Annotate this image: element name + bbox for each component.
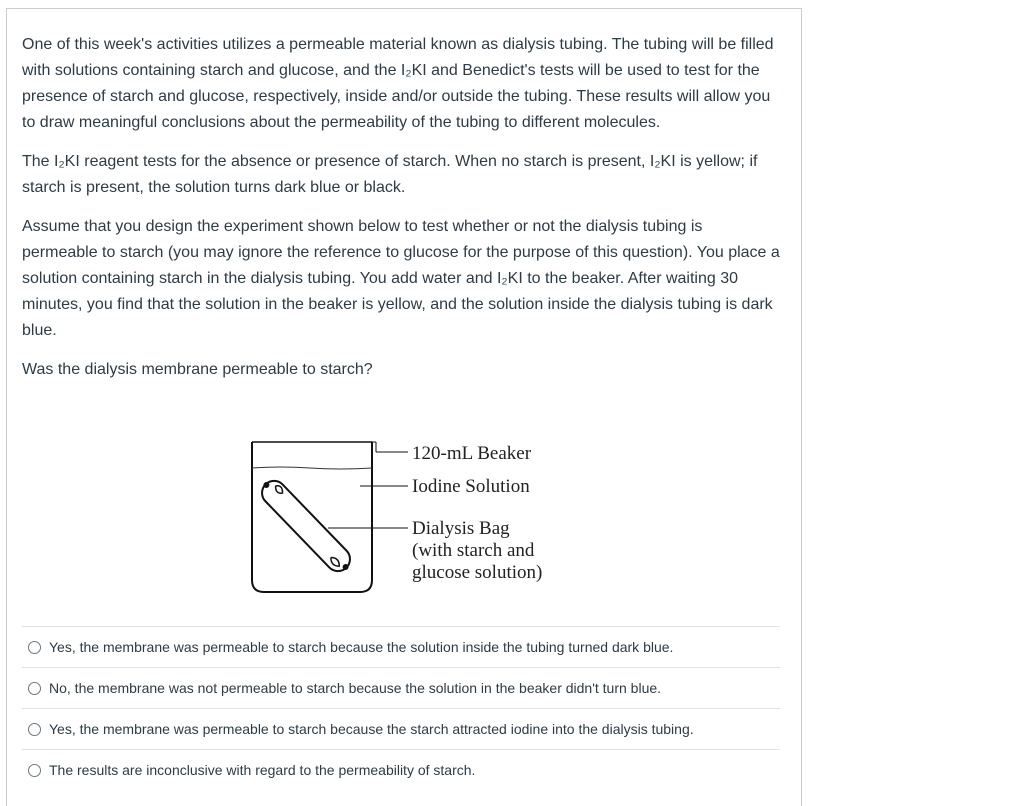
answer-option-4[interactable] xyxy=(22,749,780,790)
prompt-text: Was the dialysis membrane permeable to starch? xyxy=(22,361,373,378)
radio-button[interactable] xyxy=(28,723,41,736)
question-prompt xyxy=(22,357,782,383)
radio-button[interactable] xyxy=(28,682,41,695)
answer-label: Yes, the membrane was permeable to starch because the starch attracted iodine into the dialysis tubing. xyxy=(49,721,694,737)
solution-surface xyxy=(252,467,372,469)
bag-label-line-1: Dialysis Bag xyxy=(412,518,510,539)
question-paragraph-3 xyxy=(22,214,782,344)
question-paragraph-1 xyxy=(22,32,782,136)
bag-label-line-3: glucose solution) xyxy=(412,562,543,583)
answer-label: Yes, the membrane was permeable to starch because the solution inside the tubing turned dark blue. xyxy=(49,639,674,655)
answer-option-3[interactable] xyxy=(22,708,780,749)
solution-label: Iodine Solution xyxy=(412,476,530,497)
answer-label: The results are inconclusive with regard to the permeability of starch. xyxy=(49,762,476,778)
answer-option-2[interactable] xyxy=(22,667,780,708)
answer-option-1[interactable] xyxy=(22,626,780,667)
dialysis-experiment-figure xyxy=(240,430,580,600)
answer-list xyxy=(22,626,780,790)
paragraph-1-text: One of this week's activities utilizes a permeable material known as dialysis tubing. The tubing will be filled with solutions containing starch and glucose, and the I₂KI and Benedict's tests will be used to test for the presence of starch and glucose, respectively, inside and/or outside the tubing. These results will allow you to draw meaningful conclusions about the permeability of the tubing to different molecules. xyxy=(22,36,774,131)
question-paragraph-2 xyxy=(22,149,782,201)
radio-button[interactable] xyxy=(28,641,41,654)
paragraph-3-text: Assume that you design the experiment shown below to test whether or not the dialysis tubing is permeable to starch (you may ignore the reference to glucose for the purpose of this question). You place a solution containing starch in the dialysis tubing. You add water and I₂KI to the beaker. After waiting 30 minutes, you find that the solution in the beaker is yellow, and the solution inside the dialysis tubing is dark blue. xyxy=(22,218,780,339)
question-text xyxy=(22,32,782,396)
answer-label: No, the membrane was not permeable to starch because the solution in the beaker didn't turn blue. xyxy=(49,680,662,696)
radio-button[interactable] xyxy=(28,764,41,777)
beaker-label: 120-mL Beaker xyxy=(412,443,532,464)
dialysis-bag-drawing xyxy=(256,475,357,578)
figure-drawing xyxy=(240,430,580,600)
paragraph-2-text: The I₂KI reagent tests for the absence or presence of starch. When no starch is present, I₂KI is yellow; if starch is present, the solution turns dark blue or black. xyxy=(22,153,758,196)
bag-label-line-2: (with starch and xyxy=(412,540,535,561)
